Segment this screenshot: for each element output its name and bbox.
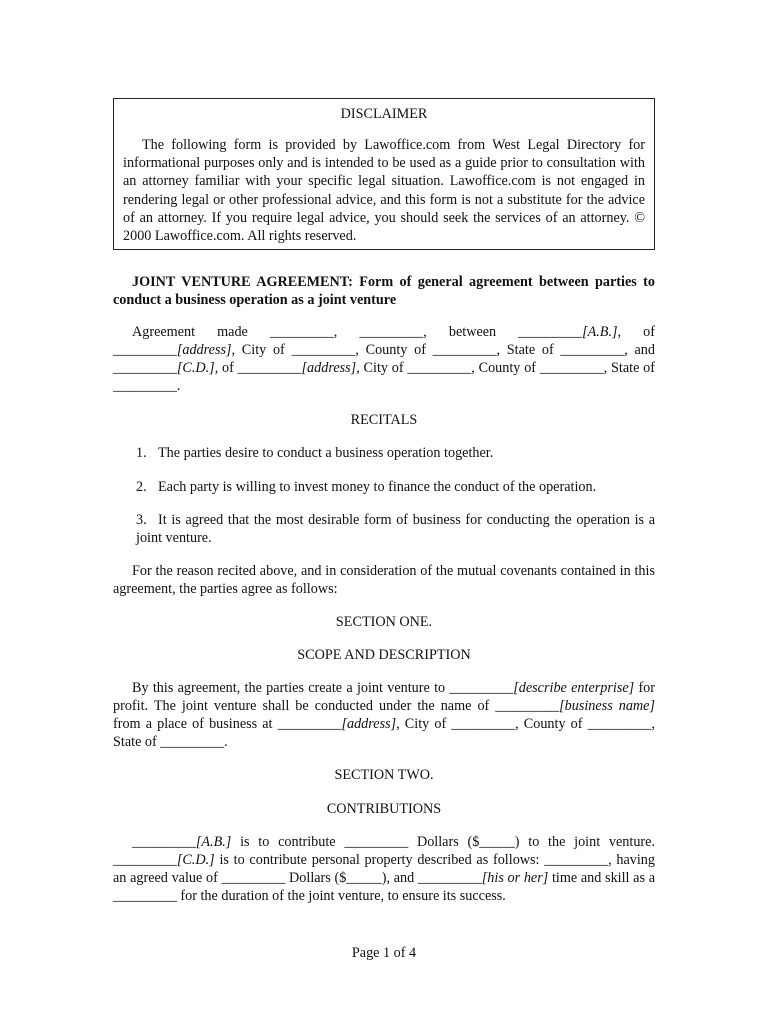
intro-text-4: of _________ <box>218 360 302 376</box>
intro-paragraph <box>113 323 655 395</box>
scope-text-1: By this agreement, the parties create a joint venture to _________ <box>132 680 514 696</box>
scope-text-4: City of _________, County of _________, State of _________. <box>113 716 655 750</box>
recital-number: 2. <box>136 479 147 495</box>
intro-text-3: City of _________, County of _________, State of _________, and _________ <box>113 342 655 376</box>
consideration-paragraph: For the reason recited above, and in consideration of the mutual covenants contained in this agreement, the parties agree as follows: <box>113 563 655 597</box>
recital-text: It is agreed that the most desirable form of business for conducting the operation is a joint venture. <box>136 512 655 546</box>
recital-text: Each party is willing to invest money to finance the conduct of the operation. <box>158 479 597 495</box>
recital-text: The parties desire to conduct a business operation together. <box>158 445 494 461</box>
section-one-paragraph <box>113 679 655 751</box>
contrib-text-3: is to contribute personal property described as follows: _________, having an agreed value of _________ Dollars ($_____), and _________ <box>113 852 655 886</box>
section-two-subtitle: CONTRIBUTIONS <box>326 801 442 817</box>
section-one-subtitle: SCOPE AND DESCRIPTION <box>297 647 471 663</box>
recital-item <box>136 511 655 547</box>
contrib-text-1: _________ <box>132 834 196 850</box>
contrib-his-placeholder: [his or her] <box>481 870 549 886</box>
intro-address-placeholder-2: [address], <box>301 360 360 376</box>
intro-text-1: Agreement made _________, _________, between _________ <box>132 324 583 340</box>
scope-text-3: from a place of business at _________ <box>113 716 342 732</box>
scope-text-2: for profit. The joint venture shall be conducted under the name of _________ <box>113 680 655 714</box>
page-number: Page 1 of 4 <box>351 945 417 961</box>
scope-business-placeholder: [business name] <box>559 698 655 714</box>
scope-address-placeholder: [address], <box>341 716 400 732</box>
section-two-paragraph <box>113 833 655 905</box>
contrib-ab-placeholder: [A.B.] <box>195 834 232 850</box>
disclaimer-box <box>113 98 655 250</box>
recital-number: 1. <box>136 445 147 461</box>
intro-ab-placeholder: [A.B.], <box>582 324 622 340</box>
intro-cd-placeholder: [C.D.], <box>176 360 219 376</box>
intro-address-placeholder: [address], <box>176 342 236 358</box>
recital-item <box>136 478 655 496</box>
agreement-heading: JOINT VENTURE AGREEMENT: Form of general agreement between parties to conduct a business operation as a joint venture <box>113 274 655 308</box>
disclaimer-title: DISCLAIMER <box>340 106 428 122</box>
contrib-cd-placeholder: [C.D.] <box>176 852 215 868</box>
disclaimer-body: The following form is provided by Lawoffice.com from West Legal Directory for informational purposes only and is intended to be used as a guide prior to consultation with an attorney familiar with your specific legal situation. Lawoffice.com is not engaged in rendering legal or other professional advice, and this form is not a substitute for the advice of an attorney. If you require legal advice, you should seek the services of an attorney. © 2000 Lawoffice.com. All rights reserved. <box>123 137 645 245</box>
contrib-text-4: time and skill as a _________ for the duration of the joint venture, to ensure its success. <box>113 870 655 904</box>
intro-text-2: of _________ <box>113 324 655 358</box>
section-two-title: SECTION TWO. <box>334 767 434 783</box>
recitals-title: RECITALS <box>350 412 418 428</box>
recital-item <box>136 444 655 462</box>
section-one-title: SECTION ONE. <box>335 614 433 630</box>
contrib-text-2: is to contribute _________ Dollars ($_____) to the joint venture. _________ <box>113 834 655 868</box>
scope-describe-placeholder: [describe enterprise] <box>513 680 635 696</box>
recital-number: 3. <box>136 512 147 528</box>
intro-text-5: City of _________, County of _________, State of _________. <box>113 360 655 394</box>
